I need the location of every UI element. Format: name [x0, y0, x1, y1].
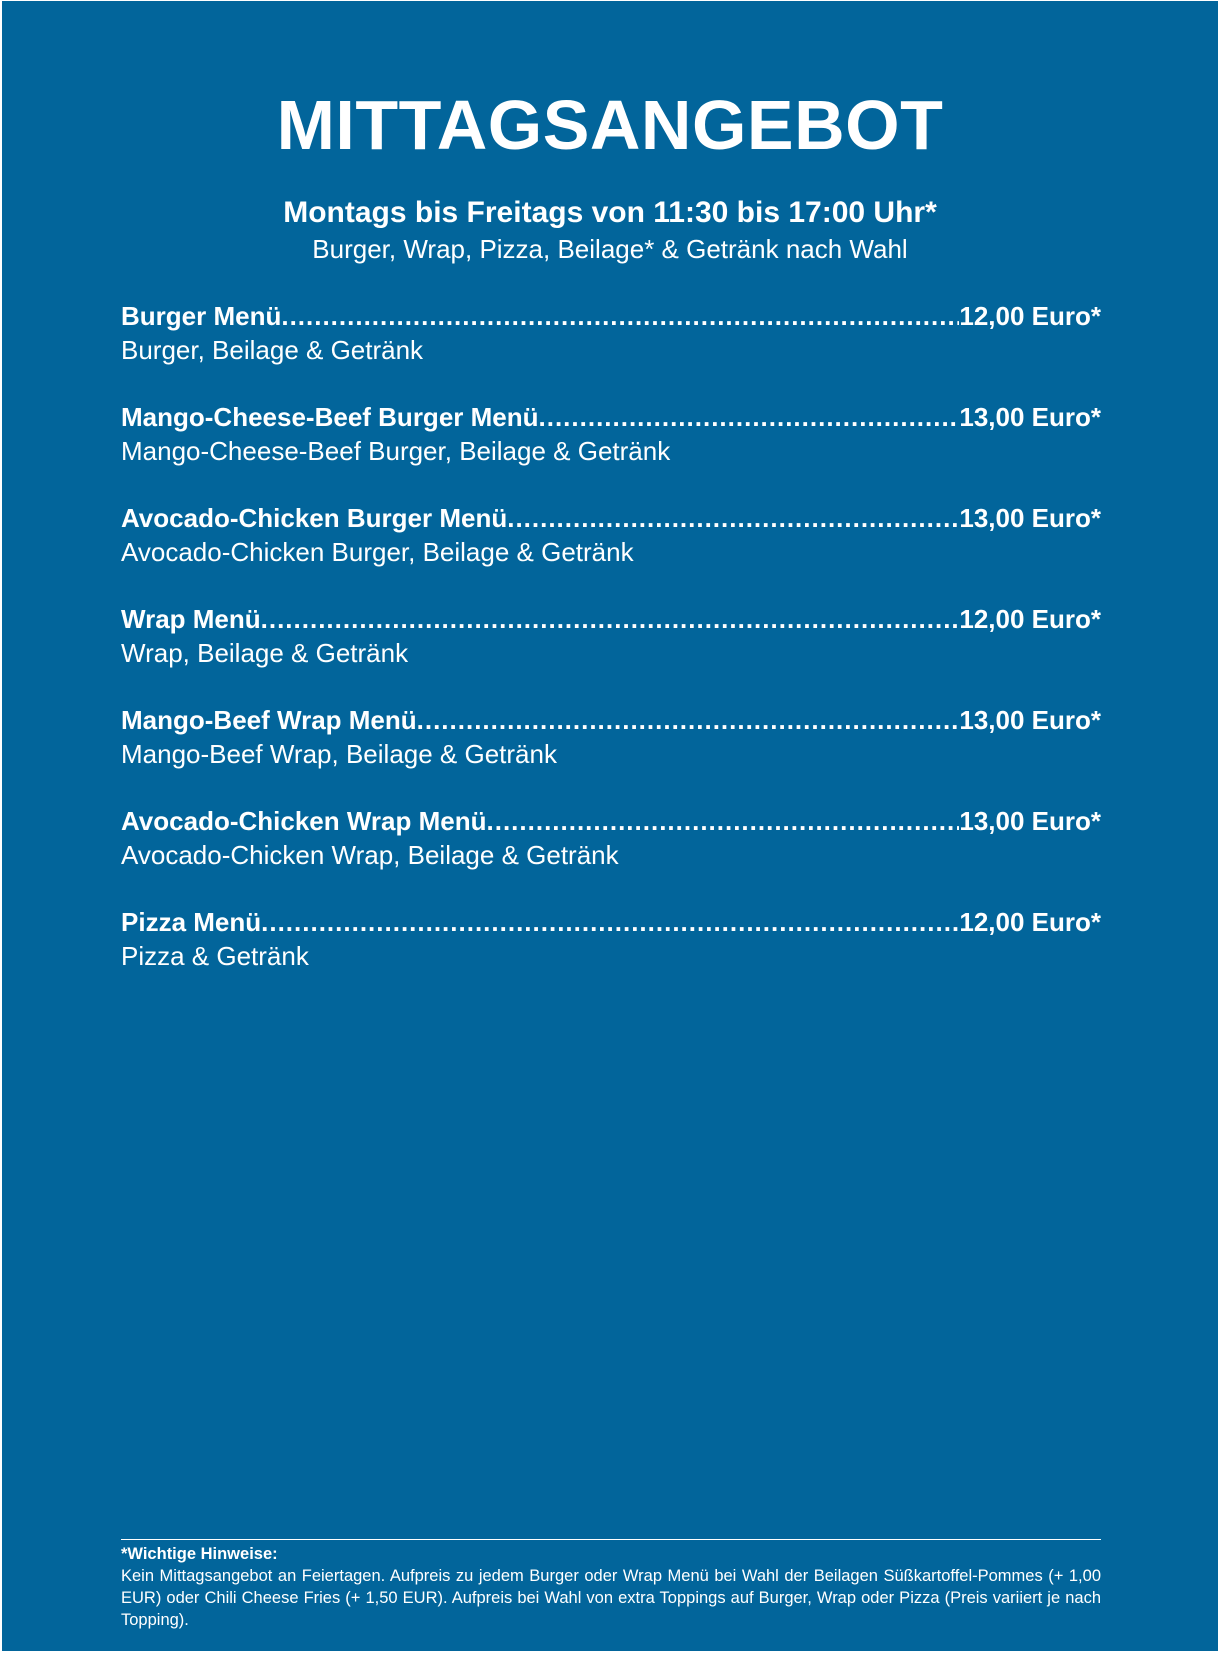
menu-item-name: Mango-Cheese-Beef Burger Menü: [121, 402, 539, 432]
menu-item-description: Avocado-Chicken Burger, Beilage & Getränk: [121, 537, 634, 567]
dot-leader: [281, 299, 959, 333]
menu-item-name: Burger Menü: [121, 301, 282, 331]
menu-item-header: [121, 905, 1101, 939]
page-title: MITTAGSANGEBOT: [276, 86, 944, 164]
menu-item-price: 13,00 Euro*: [959, 503, 1101, 533]
menu-page: [2, 1, 1218, 1651]
menu-item-price: 12,00 Euro*: [959, 604, 1101, 634]
dot-leader: [507, 501, 959, 535]
notes-text: Kein Mittagsangebot an Feiertagen. Aufpreis zu jedem Burger oder Wrap Menü bei Wahl der Beilagen Süßkartoffel-Pommes (+ 1,00 EUR) oder Chili Cheese Fries (+ 1,50 EUR). Aufpreis bei Wahl von extra Toppings auf Burger, Wrap oder Pizza (Preis variiert je nach Topping).: [121, 1567, 1101, 1629]
menu-item-header: [121, 501, 1101, 535]
dot-leader: [261, 905, 959, 939]
menu-item-price: 13,00 Euro*: [959, 402, 1101, 432]
menu-item-price: 13,00 Euro*: [959, 806, 1101, 836]
menu-item-description: Avocado-Chicken Wrap, Beilage & Getränk: [121, 840, 619, 870]
important-notes: [121, 1543, 1101, 1631]
menu-item-header: [121, 299, 1101, 333]
dot-leader: [417, 703, 960, 737]
menu-item-name: Mango-Beef Wrap Menü: [121, 705, 417, 735]
notes-title: *Wichtige Hinweise:: [121, 1545, 278, 1563]
menu-item-mango-beef-wrap: [121, 703, 1101, 804]
menu-item-description: Mango-Beef Wrap, Beilage & Getränk: [121, 739, 557, 769]
menu-item-avocado-chicken-wrap: [121, 804, 1101, 905]
menu-item-header: [121, 400, 1101, 434]
menu-item-burger: [121, 299, 1101, 400]
opening-hours: Montags bis Freitags von 11:30 bis 17:00 Uhr*: [283, 196, 937, 229]
menu-item-header: [121, 804, 1101, 838]
menu-list: [121, 299, 1101, 1006]
menu-item-mango-cheese-beef-burger: [121, 400, 1101, 501]
notes-divider: [121, 1539, 1101, 1540]
menu-item-price: 13,00 Euro*: [959, 705, 1101, 735]
dot-leader: [261, 602, 960, 636]
menu-item-header: [121, 602, 1101, 636]
dot-leader: [539, 400, 960, 434]
offer-subtitle: Burger, Wrap, Pizza, Beilage* & Getränk nach Wahl: [312, 234, 908, 264]
menu-item-name: Avocado-Chicken Wrap Menü: [121, 806, 487, 836]
menu-item-name: Wrap Menü: [121, 604, 261, 634]
menu-item-header: [121, 703, 1101, 737]
menu-item-wrap: [121, 602, 1101, 703]
menu-item-description: Mango-Cheese-Beef Burger, Beilage & Getränk: [121, 436, 671, 466]
menu-item-avocado-chicken-burger: [121, 501, 1101, 602]
menu-item-name: Avocado-Chicken Burger Menü: [121, 503, 508, 533]
menu-item-price: 12,00 Euro*: [959, 301, 1101, 331]
menu-item-description: Pizza & Getränk: [121, 941, 309, 971]
menu-item-description: Wrap, Beilage & Getränk: [121, 638, 409, 668]
menu-item-name: Pizza Menü: [121, 907, 262, 937]
menu-item-price: 12,00 Euro*: [959, 907, 1101, 937]
dot-leader: [487, 804, 960, 838]
menu-item-description: Burger, Beilage & Getränk: [121, 335, 424, 365]
menu-item-pizza: [121, 905, 1101, 1006]
